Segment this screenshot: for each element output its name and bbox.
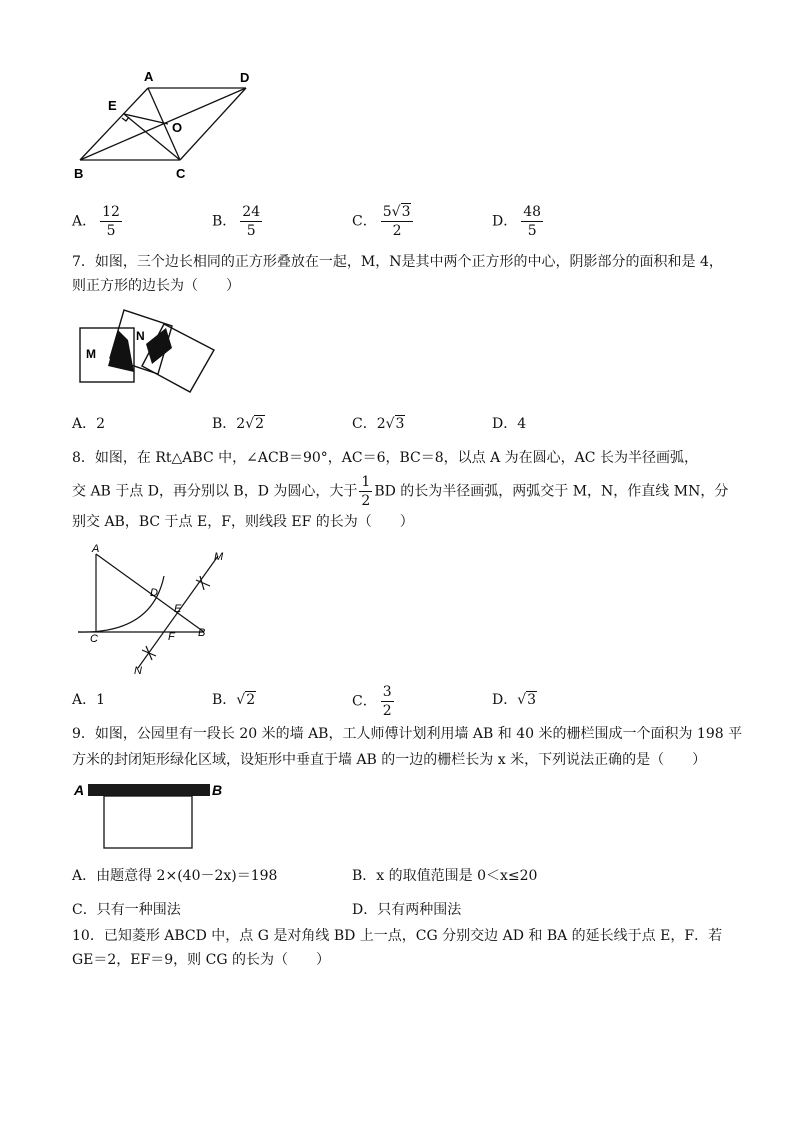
option-text: B．2 [212,416,246,432]
q6-option-d[interactable] [492,204,543,239]
wall-ab [88,784,210,796]
q8-text-part: BD 的长为半径画弧，两弧交于 M，N，作直线 MN，分 [374,483,729,500]
q8-text-line3: 别交 AB，BC 于点 E，F，则线段 EF 的长为（ ） [72,514,414,530]
label-d: D [240,70,250,85]
q9-option-d[interactable]: D．只有两种围法 [352,902,462,918]
option-letter: B． [212,692,237,708]
option-letter: D． [492,692,518,708]
q8-option-d[interactable]: D．√3 [492,692,537,708]
radicand: 3 [527,692,537,708]
radicand: 2 [255,416,265,432]
q6-option-a[interactable] [72,204,122,239]
label-a: A [144,69,154,84]
label-o: O [172,120,183,135]
q6-option-c[interactable]: C． $\frac{5√3}{2}$ [352,204,413,239]
q9-option-c[interactable]: C．只有一种围法 [72,902,181,918]
fence-rectangle [104,796,192,848]
q8-text-part: 交 AB 于点 D，再分别以 B，D 为圆心，大于 [72,483,358,500]
q10-text-line1: 10．已知菱形 ABCD 中，点 G 是对角线 BD 上一点，CG 分别交边 AD 和 BA 的延长线于点 E，F．若 [72,928,723,944]
q8-option-a[interactable]: A．1 [72,692,106,708]
q7-option-d[interactable]: D．4 [492,416,527,432]
label-n: N [134,665,142,676]
q6-option-b[interactable] [212,204,262,239]
label-a: A [92,543,100,555]
label-f: F [168,631,175,643]
figure-three-squares [72,306,222,396]
figure-construction [72,542,232,676]
q8-option-c[interactable] [352,684,394,719]
numerator: 48 [523,204,542,220]
q7-option-c[interactable]: C．2√3 [352,416,405,432]
q10-text-line2: GE＝2，EF＝9，则 CG 的长为（ ） [72,952,330,968]
edge-dc [180,88,246,160]
q9-text-line2: 方米的封闭矩形绿化区域，设矩形中垂直于墙 AB 的一边的栅栏长为 x 米，下列说法正确的是（ ） [72,752,707,768]
option-letter: C． [352,213,377,230]
q7-text-line2: 则正方形的边长为（ ） [72,278,240,294]
coefficient: 5 [382,204,392,220]
option-letter: B． [212,213,237,230]
q9-option-a[interactable]: A．由题意得 2×(40－2x)＝198 [72,868,278,884]
option-letter: D． [492,213,518,230]
label-b: B [74,166,84,181]
denominator: 5 [246,223,256,239]
radicand: 3 [401,204,411,220]
denominator: 2 [361,493,371,509]
denominator: 2 [382,703,392,719]
numerator: 24 [242,204,261,220]
numerator: 12 [102,204,120,220]
option-text: C．2 [352,416,386,432]
q7-option-b[interactable]: B．2√2 [212,416,265,432]
q7-text-line1: 7．如图，三个边长相同的正方形叠放在一起，M，N是其中两个正方形的中心，阴影部分的面积和是 4， [72,254,723,270]
q8-option-b[interactable]: B．√2 [212,692,256,708]
numerator: 3 [382,684,392,700]
q8-text-line1: 8．如图，在 Rt△ABC 中，∠ACB＝90°，AC＝6，BC＝8，以点 A 为在圆心，AC 长为半径画弧， [72,450,698,466]
label-b: B [212,782,223,798]
label-e: E [174,603,182,615]
label-m: M [86,347,96,361]
radicand: 2 [246,692,256,708]
denominator: 5 [527,223,537,239]
arc-from-a [78,576,164,632]
option-letter: A． [72,213,97,230]
label-n: N [136,329,145,343]
figure-parallelogram [72,66,262,184]
right-angle-mark [122,117,129,121]
cross-mark-bottom [142,646,156,660]
label-a: A [74,782,85,798]
numerator: 1 [361,474,371,490]
option-letter: C． [352,693,377,710]
figure-wall-rectangle [72,780,232,852]
denominator: 2 [392,223,402,239]
q8-text-line2 [72,474,728,509]
label-m: M [214,551,224,563]
label-d: D [150,587,158,599]
diag-bd [80,88,246,160]
label-c: C [90,633,98,645]
radicand: 3 [395,416,405,432]
label-e: E [108,98,117,113]
label-b: B [198,627,206,639]
q9-option-b[interactable]: B．x 的取值范围是 0＜x≤20 [352,868,538,884]
label-c: C [176,166,186,181]
q9-text-line1: 9．如图，公园里有一段长 20 米的墙 AB，工人师傅计划利用墙 AB 和 40 米的栅栏围成一个面积为 198 平 [72,726,743,742]
q7-option-a[interactable]: A．2 [72,416,106,432]
denominator: 5 [106,223,116,239]
